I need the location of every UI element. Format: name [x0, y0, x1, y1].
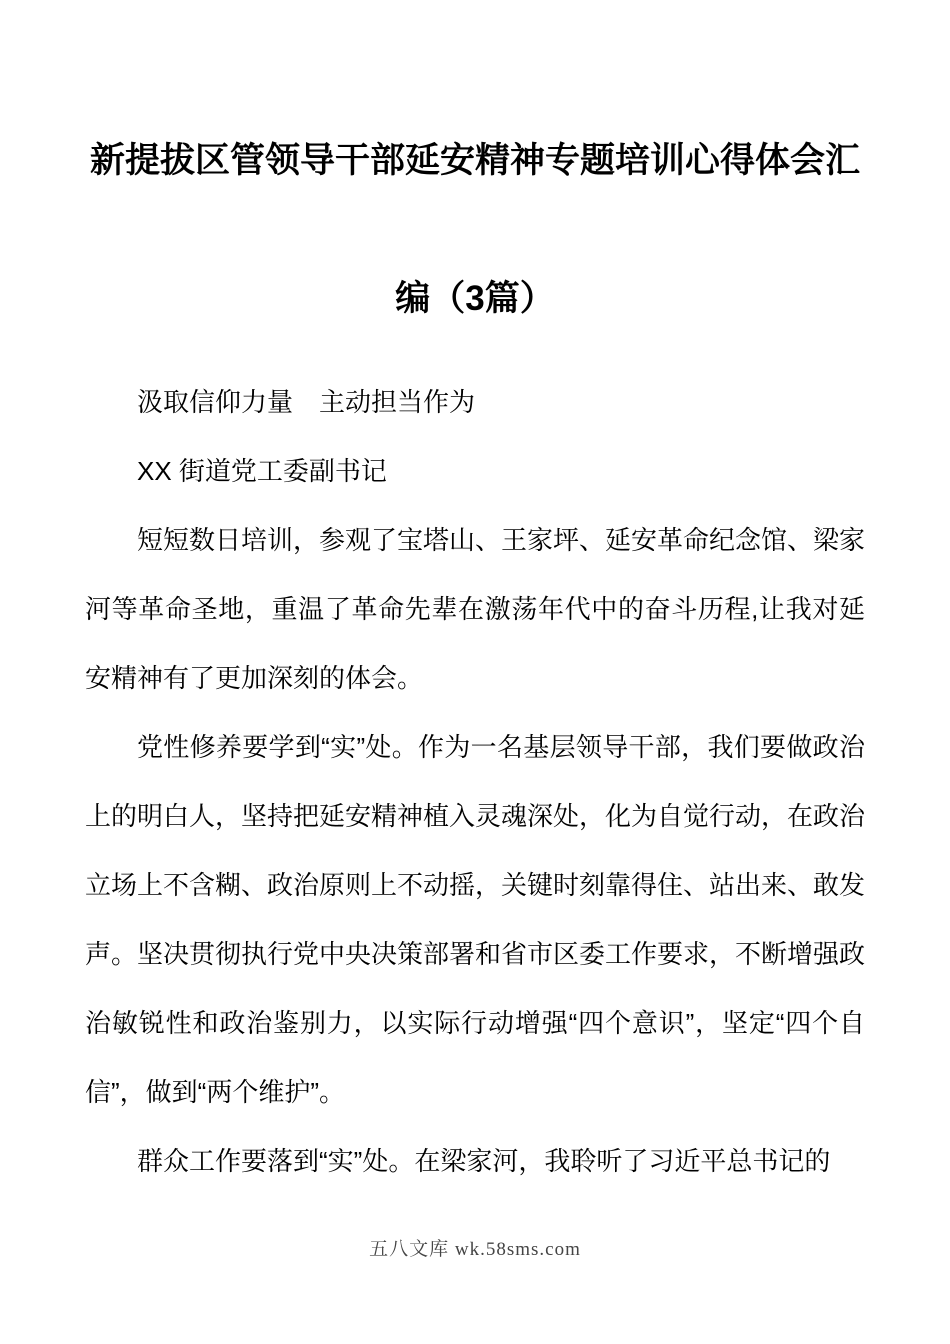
document-body [85, 368, 865, 1196]
document-title: 新提拔区管领导干部延安精神专题培训心得体会汇编（3篇） [89, 141, 860, 318]
document-content [85, 92, 865, 1196]
subtitle-line: 汲取信仰力量 主动担当作为 [137, 387, 476, 417]
paragraph-mass-work: 群众工作要落到“实”处。在梁家河，我聆听了习近平总书记的 [137, 1146, 831, 1176]
watermark-footer: 五八文库 wk.58sms.com [369, 1239, 581, 1260]
paragraph-party-cultivation: 党性修养要学到“实”处。作为一名基层领导干部，我们要做政治上的明白人，坚持把延安精神植入灵魂深处，化为自觉行动，在政治立场上不含糊、政治原则上不动摇，关键时刻靠得住、站出来、敢发声。坚决贯彻执行党中央决策部署和省市区委工作要求，不断增强政治敏锐性和政治鉴别力，以实际行动增强“四个意识”，坚定“四个自信”，做到“两个维护”。 [85, 732, 866, 1107]
author-line: XX 街道党工委副书记 [137, 456, 387, 486]
paragraph-intro: 短短数日培训，参观了宝塔山、王家坪、延安革命纪念馆、梁家河等革命圣地，重温了革命先辈在激荡年代中的奋斗历程,让我对延安精神有了更加深刻的体会。 [85, 525, 866, 693]
